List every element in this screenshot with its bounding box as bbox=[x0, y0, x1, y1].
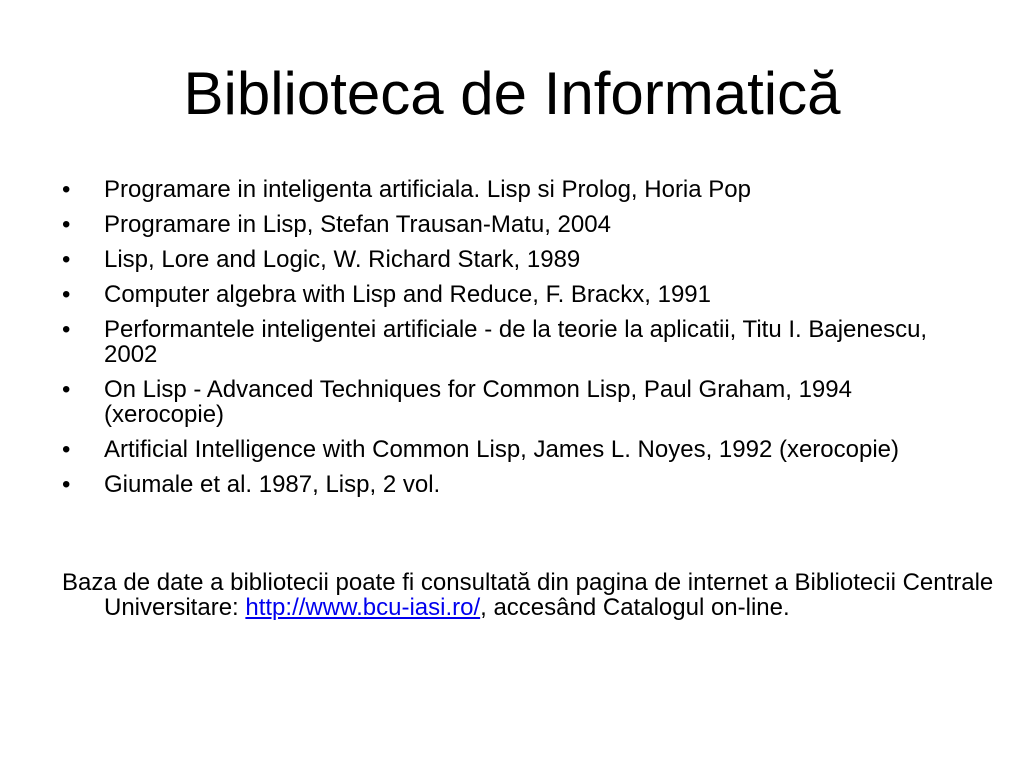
bullet-icon: • bbox=[62, 376, 71, 403]
bullet-icon: • bbox=[62, 281, 71, 308]
bcu-website-link[interactable]: http://www.bcu-iasi.ro/ bbox=[245, 594, 481, 621]
book-title: Giumale et al. 1987, Lisp, 2 vol. bbox=[104, 471, 441, 498]
bullet-icon: • bbox=[62, 176, 71, 203]
note-text-before: Baza de date a bibliotecii poate fi consultată din pagina de internet a Bibliotecii Centrale Universitare: bbox=[62, 569, 994, 621]
book-title: Lisp, Lore and Logic, W. Richard Stark, 1989 bbox=[104, 246, 581, 273]
bullet-icon: • bbox=[62, 211, 71, 238]
book-list-item bbox=[62, 247, 962, 272]
book-title: Artificial Intelligence with Common Lisp, James L. Noyes, 1992 (xerocopie) bbox=[104, 436, 900, 463]
book-title: Programare in Lisp, Stefan Trausan-Matu, 2004 bbox=[104, 211, 611, 238]
bullet-icon: • bbox=[62, 471, 71, 498]
book-list-item bbox=[62, 212, 962, 237]
book-list-item bbox=[62, 317, 962, 367]
library-database-note bbox=[62, 570, 1004, 620]
book-title: On Lisp - Advanced Techniques for Common Lisp, Paul Graham, 1994 (xerocopie) bbox=[104, 376, 852, 428]
book-list-item bbox=[62, 472, 962, 497]
book-title: Computer algebra with Lisp and Reduce, F. Brackx, 1991 bbox=[104, 281, 711, 308]
slide-title: Biblioteca de Informatică bbox=[183, 60, 841, 127]
book-title: Programare in inteligenta artificiala. Lisp si Prolog, Horia Pop bbox=[104, 176, 751, 203]
bullet-icon: • bbox=[62, 246, 71, 273]
book-list bbox=[62, 177, 962, 507]
note-text-after: , accesând Catalogul on-line. bbox=[480, 594, 790, 621]
book-list-item bbox=[62, 377, 962, 427]
book-list-item bbox=[62, 282, 962, 307]
bullet-icon: • bbox=[62, 316, 71, 343]
book-list-item bbox=[62, 177, 962, 202]
bullet-icon: • bbox=[62, 436, 71, 463]
book-list-item bbox=[62, 437, 962, 462]
book-title: Performantele inteligentei artificiale - de la teorie la aplicatii, Titu I. Bajenescu, 2002 bbox=[104, 316, 928, 368]
